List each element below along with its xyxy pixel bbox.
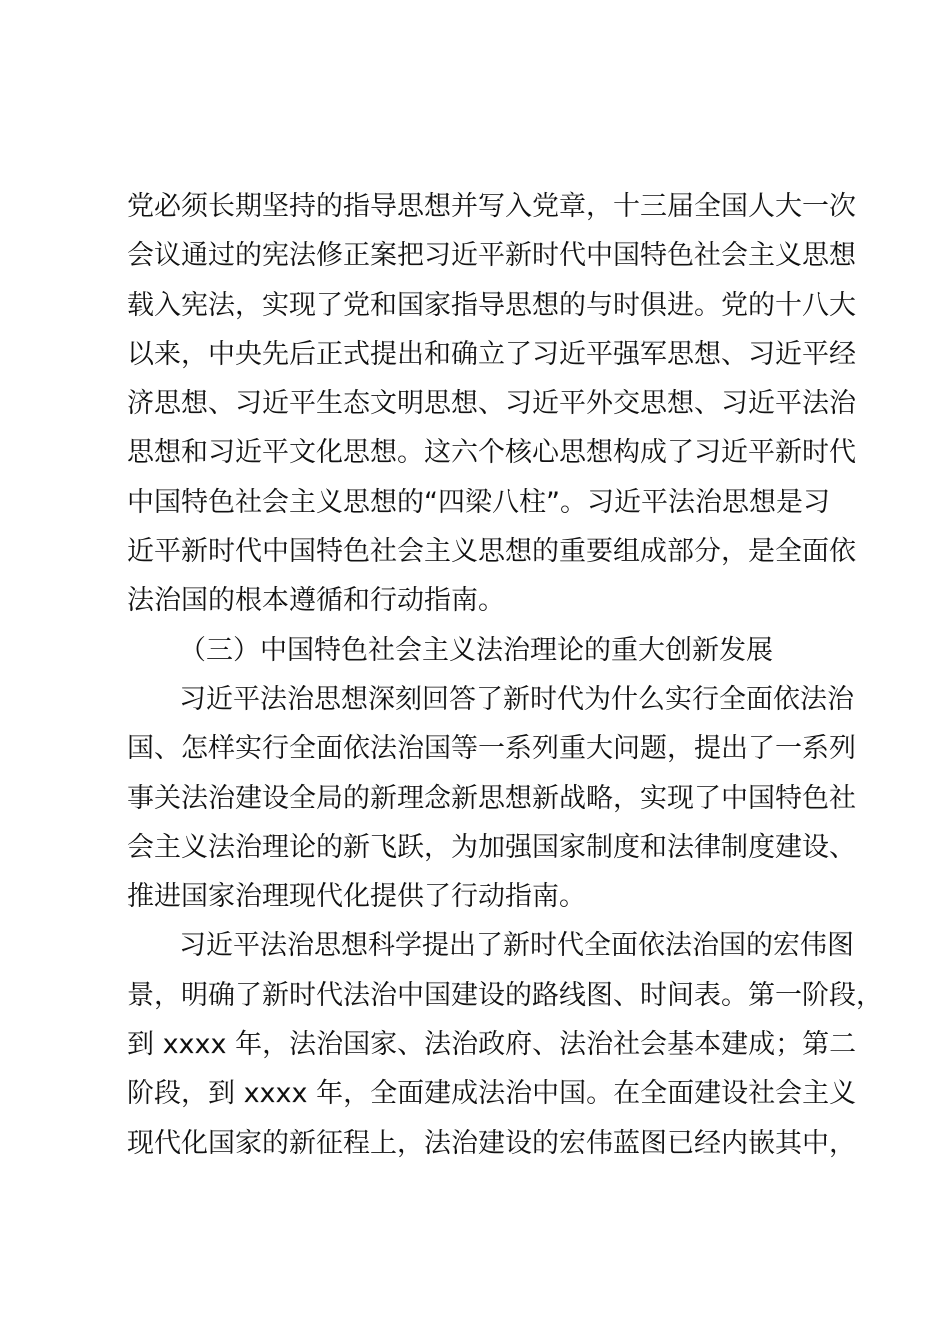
text-line: 思想和习近平文化思想。这六个核心思想构成了习近平新时代 <box>127 437 856 469</box>
text-line: 近平新时代中国特色社会主义思想的重要组成部分，是全面依 <box>127 536 856 568</box>
text-line: 事关法治建设全局的新理念新思想新战略，实现了中国特色社 <box>127 782 856 814</box>
text-line: 会议通过的宪法修正案把习近平新时代中国特色社会主义思想 <box>127 240 856 272</box>
text-line: 中国特色社会主义思想的“四梁八柱”。习近平法治思想是习 <box>127 486 830 518</box>
document-body <box>127 182 883 1168</box>
paragraph-start-line: （三）中国特色社会主义法治理论的重大创新发展 <box>179 634 773 666</box>
text-line: 以来，中央先后正式提出和确立了习近平强军思想、习近平经 <box>127 338 856 370</box>
paragraph-start-line: 习近平法治思想深刻回答了新时代为什么实行全面依法治 <box>179 683 854 715</box>
paragraph-start-line: 习近平法治思想科学提出了新时代全面依法治国的宏伟图 <box>179 930 854 962</box>
text-line: 法治国的根本遵循和行动指南。 <box>127 585 505 617</box>
text-line: 济思想、习近平生态文明思想、习近平外交思想、习近平法治 <box>127 388 856 420</box>
text-line: 推进国家治理现代化提供了行动指南。 <box>127 881 586 913</box>
text-line: 阶段，到 xxxx 年，全面建成法治中国。在全面建设社会主义 <box>127 1078 857 1110</box>
text-line: 到 xxxx 年，法治国家、法治政府、法治社会基本建成；第二 <box>127 1029 857 1061</box>
text-line: 载入宪法，实现了党和国家指导思想的与时俱进。党的十八大 <box>127 289 856 321</box>
text-line: 党必须长期坚持的指导思想并写入党章，十三届全国人大一次 <box>127 191 856 222</box>
text-line: 现代化国家的新征程上，法治建设的宏伟蓝图已经内嵌其中， <box>127 1127 856 1159</box>
text-line: 国、怎样实行全面依法治国等一系列重大问题，提出了一系列 <box>127 733 856 765</box>
text-line: 会主义法治理论的新飞跃，为加强国家制度和法律制度建设、 <box>127 831 856 863</box>
text-line: 景，明确了新时代法治中国建设的路线图、时间表。第一阶段， <box>127 979 883 1011</box>
